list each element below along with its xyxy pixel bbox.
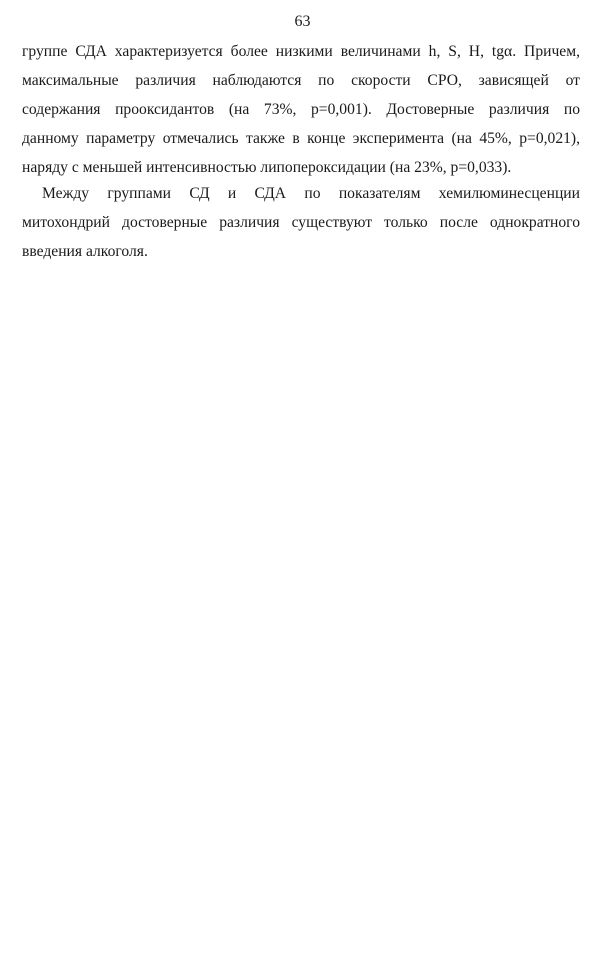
- paragraph-line: введения алкоголя.: [22, 243, 148, 260]
- paragraph-line: максимальные различия наблюдаются по скорости СРО, зависящей от: [22, 72, 580, 89]
- page-number: 63: [294, 13, 311, 30]
- paragraph-line: митохондрий достоверные различия существуют только после однократного: [22, 214, 580, 231]
- paragraph-2: [22, 179, 580, 266]
- paragraph-line: наряду с меньшей интенсивностью липопероксидации (на 23%, р=0,033).: [22, 159, 512, 176]
- paragraph-line: Между группами СД и СДА по показателям хемилюминесценции: [42, 185, 580, 202]
- paragraph-line: группе СДА характеризуется более низкими величинами h, S, H, tgα. Причем,: [22, 43, 580, 60]
- paragraph-line: данному параметру отмечались также в конце эксперимента (на 45%, р=0,021),: [22, 130, 580, 147]
- paragraph-1: [22, 37, 580, 182]
- paragraph-line: содержания прооксидантов (на 73%, р=0,001). Достоверные различия по: [22, 101, 580, 118]
